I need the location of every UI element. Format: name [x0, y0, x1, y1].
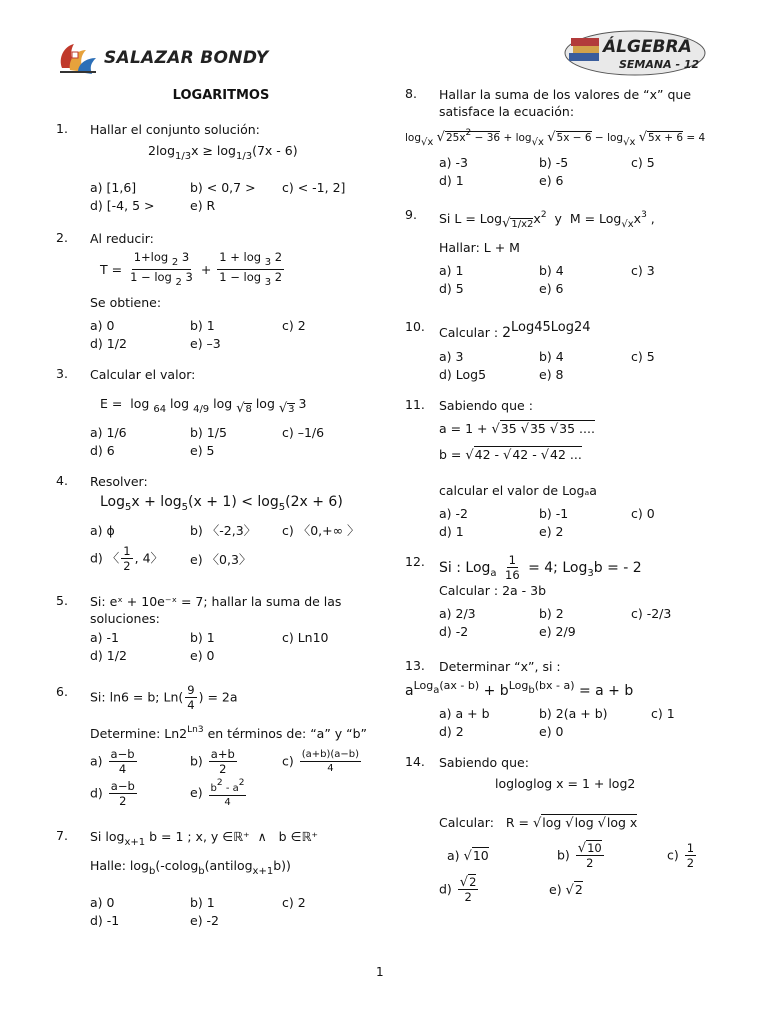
equation: $a^{Log_a(ax - b)} + b^{Log_b(bx - a)} = a + b$	[405, 679, 634, 699]
problem-10: 10. Calcular : $2^{Log45Log24}$ a) 3 b) 4 c) 5 d) Log5 e) 8	[405, 319, 717, 383]
options-row-2: d) $\frac{√2}{2}$ e) √2	[439, 875, 583, 904]
problem-text: Si: ln6 = b; Ln( $\frac{9}{4}$ ) = 2a	[90, 683, 238, 712]
equation-b: b = √42 - √42 - √42 ...	[439, 447, 582, 463]
options: a) a + b b) 2(a + b) c) 1 d) 2 e) 0	[439, 706, 675, 739]
problem-3: 3. Calcular el valor: E = log $_{64}$ log $_{4/9}$ log $_{√8}$ log $_{√3}$ 3 a) 1/6 b) 1/5 c) –1/6 d) 6 e) 5	[56, 366, 386, 459]
problem-number: 1.	[56, 121, 68, 136]
options: a) √10 b) $\frac{√10}{2}$ c) $\frac{1}{2}$	[447, 841, 695, 870]
options: a) [1,6] b) < 0,7 > c) < -1, 2] d) [-4, 5 > e) R	[90, 180, 346, 213]
problem-14: 14. Sabiendo que: logloglog x = 1 + log2 Calcular: R = √log √log √log x a) √10 b) $\frac{√10}{2}$ c) $\frac{1}{2}$ d) $\frac{√2}{2}$ e) √2	[405, 754, 717, 904]
options: a) ϕ b) 〈-2,3〉 c) 〈0,+∞ 〉	[90, 523, 360, 538]
options: a) $\frac{a-b}{4}$ b) $\frac{a+b}{2}$ c) $\frac{(a+b)(a-b)}{4}$ d) $\frac{a-b}{2}$ e) $\frac{b^2 - a^2}{4}$	[90, 747, 360, 808]
problem-text: Al reducir:	[90, 231, 154, 246]
problem-text: Calcular : $2^{Log45Log24}$	[439, 320, 591, 341]
problem-text: Si $L = Log_{√1/x2}x^2$ y $M = Log_{√x}x^3$ ,	[439, 210, 655, 231]
course-badge	[563, 26, 713, 78]
equation: logloglog x = 1 + log2	[495, 776, 636, 791]
problem-7: 7. Si $\log_{x+1} b = 1$ ; x, y ∈ℝ⁺ ∧ b ∈ℝ⁺ Halle: $\log_b(-colog_b(antilog_{x+1}b))$ a) 0 b) 1 c) 2 d) -1 e) -2	[56, 828, 386, 929]
problem-9: 9. Si $L = Log_{√1/x2}x^2$ y $M = Log_{√x}x^3$ , Hallar: L + M a) 1 b) 4 c) 3 d) 5 e) 6	[405, 207, 717, 297]
problem-8: 8. Hallar la suma de los valores de “x” que satisface la ecuación: $\log_{√x} √25x^2 - 36 + \log_{√x} √5x - 6 - \log_{√x} √5x + 6 = 4$ a) -3 b) -5 c) 5 d) 1 e) 6	[405, 86, 717, 189]
options: a) 2/3 b) 2 c) -2/3 d) -2 e) 2/9	[439, 606, 672, 639]
problem-text: Si $\log_{x+1} b = 1$ ; x, y ∈ℝ⁺ ∧ b ∈ℝ⁺	[90, 829, 318, 848]
page-title: LOGARITMOS	[172, 88, 270, 103]
left-column	[56, 84, 386, 943]
equation: $2\log_{1/3}x \ge \log_{1/3}(7x - 6)$	[148, 143, 298, 162]
problem-text: Si : Log$_a$ $\frac{1}{16}$ = 4; Log$_3$b = - 2	[439, 553, 642, 582]
brand-name: SALAZAR BONDY	[104, 48, 269, 68]
options: a) 1/6 b) 1/5 c) –1/6 d) 6 e) 5	[90, 425, 325, 458]
problem-12: 12. Si : Log$_a$ $\frac{1}{16}$ = 4; Log$_3$b = - 2 Calcular : 2a - 3b a) 2/3 b) 2 c) -2/3 d) -2 e) 2/9	[405, 554, 717, 640]
equation-a: a = 1 + √35 √35 √35 ....	[439, 421, 595, 437]
problem-4: 4. Resolver: $Log_5x + \log_5(x + 1) < \log_5(2x + 6)$ a) ϕ b) 〈-2,3〉 c) 〈0,+∞ 〉 d) 〈 $\frac{1}{2}$ , 4〉 e) 〈0,3〉	[56, 473, 386, 573]
problem-13: 13. Determinar “x”, si : $a^{Log_a(ax - b)} + b^{Log_b(bx - a)} = a + b$ a) a + b b) 2(a + b) c) 1 d) 2 e) 0	[405, 658, 717, 740]
options: a) 0 b) 1 c) 2 d) 1/2 e) –3	[90, 318, 306, 351]
brand-header	[56, 38, 269, 78]
problem-text: Resolver:	[90, 474, 148, 489]
options: a) -2 b) -1 c) 0 d) 1 e) 2	[439, 506, 655, 539]
week-label: SEMANA - 12	[619, 58, 700, 71]
equation: $Log_5x + \log_5(x + 1) < \log_5(2x + 6)$	[100, 494, 343, 513]
problem-text: Si: eˣ + 10e⁻ˣ = 7; hallar la suma de las soluciones:	[90, 594, 342, 626]
problem-text: Hallar la suma de los valores de “x” que satisface la ecuación:	[439, 87, 692, 119]
options: a) 1 b) 4 c) 3 d) 5 e) 6	[439, 263, 655, 296]
page-number: 1	[376, 965, 384, 979]
problem-2: 2. Al reducir: T = $\frac{1+\log _2 3}{1 - \log _2 3}$ + $\frac{1 + \log _3 2}{1 - \log _3 2}$ Se obtiene: a) 0 b) 1 c) 2 d) 1/2 e) –3	[56, 230, 386, 352]
problem-text: Hallar el conjunto solución:	[90, 122, 260, 137]
problem-text-2: Halle: $\log_b(-colog_b(antilog_{x+1}b))$	[90, 858, 291, 877]
problem-text-after: Se obtiene:	[90, 295, 162, 310]
school-logo-icon	[56, 38, 100, 78]
problem-text: Sabiendo que :	[439, 398, 533, 413]
equation: T = $\frac{1+\log _2 3}{1 - \log _2 3}$ + $\frac{1 + \log _3 2}{1 - \log _3 2}$	[100, 250, 283, 288]
options: a) 3 b) 4 c) 5 d) Log5 e) 8	[439, 349, 655, 382]
problem-6: 6. Si: ln6 = b; Ln( $\frac{9}{4}$ ) = 2a Determine: $Ln2^{Ln3}$ en términos de: “a” y “b” a) $\frac{a-b}{4}$ b) $\frac{a+b}{2}$ c) $\frac{(a+b)(a-b)}{4}$ d) $\frac{a-b}{2}$ e) $\frac{b^2 - a^2}{4}$	[56, 684, 386, 810]
problem-text-2: Hallar: L + M	[439, 240, 520, 255]
problem-text: Sabiendo que:	[439, 755, 529, 770]
equation: $\log_{√x} √25x^2 - 36 + \log_{√x} √5x - 6 - \log_{√x} √5x + 6 = 4$	[405, 128, 706, 148]
problem-text-2: Determine: $Ln2^{Ln3}$ en términos de: “a” y “b”	[90, 725, 368, 741]
course-title: ÁLGEBRA	[603, 37, 692, 57]
problem-text-2: Calcular : 2a - 3b	[439, 583, 547, 598]
options: a) -3 b) -5 c) 5 d) 1 e) 6	[439, 155, 655, 188]
options: a) 0 b) 1 c) 2 d) -1 e) -2	[90, 895, 306, 928]
problem-text: Calcular el valor:	[90, 367, 196, 382]
options-row-2: d) 〈 $\frac{1}{2}$ , 4〉 e) 〈0,3〉	[90, 544, 252, 573]
problem-text-2: Calcular: R = √log √log √log x	[439, 815, 638, 831]
problem-text-after: calcular el valor de Logₐa	[439, 483, 597, 498]
right-column	[405, 86, 717, 918]
options: a) -1 b) 1 c) Ln10 d) 1/2 e) 0	[90, 630, 329, 663]
problem-1	[56, 121, 386, 214]
problem-text: Determinar “x”, si :	[439, 659, 561, 674]
problem-5: 5. Si: eˣ + 10e⁻ˣ = 7; hallar la suma de las soluciones: a) -1 b) 1 c) Ln10 d) 1/2 e) 0	[56, 593, 386, 664]
equation: E = log $_{64}$ log $_{4/9}$ log $_{√8}$ log $_{√3}$ 3	[100, 396, 307, 416]
problem-11: 11. Sabiendo que : a = 1 + √35 √35 √35 .... b = √42 - √42 - √42 ... calcular el valor de Logₐa a) -2 b) -1 c) 0 d) 1 e) 2	[405, 397, 717, 540]
